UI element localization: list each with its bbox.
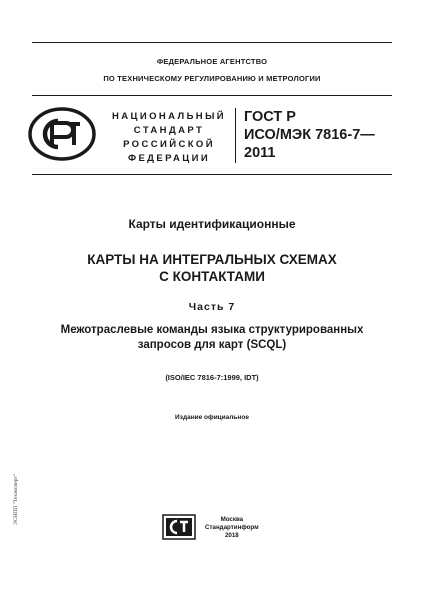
standard-code bbox=[244, 108, 375, 162]
top-rule bbox=[32, 42, 392, 43]
document-subtitle-line-2: запросов для карт (SCQL) bbox=[137, 339, 287, 351]
publisher-city: Москва bbox=[220, 516, 244, 523]
publisher-name: Стандартинформ bbox=[205, 524, 259, 531]
standard-block-bottom-rule bbox=[32, 174, 392, 175]
standard-block-separator bbox=[235, 108, 236, 163]
document-title-line-1: КАРТЫ НА ИНТЕГРАЛЬНЫХ СХЕМАХ bbox=[87, 252, 337, 267]
publisher-info bbox=[205, 516, 259, 540]
standard-block-top-rule bbox=[32, 95, 392, 96]
standartinform-logo-icon bbox=[162, 514, 196, 540]
standard-code-line-1: ГОСТ Р bbox=[244, 109, 296, 125]
standard-code-line-2: ИСО/МЭК 7816-7— bbox=[244, 127, 375, 143]
standard-word-russian: РОССИЙСКОЙ bbox=[123, 139, 215, 150]
standard-word-federation: ФЕДЕРАЦИИ bbox=[127, 153, 211, 164]
document-subtitle-line-1: Межотраслевые команды языка структурированных bbox=[60, 324, 364, 336]
publisher-year: 2018 bbox=[224, 532, 239, 539]
standard-word-national: НАЦИОНАЛЬНЫЙ bbox=[112, 111, 226, 122]
official-edition-label: Издание официальное bbox=[175, 414, 249, 421]
agency-line-2: ПО ТЕХНИЧЕСКОМУ РЕГУЛИРОВАНИЮ И МЕТРОЛОГИИ bbox=[103, 74, 321, 83]
document-category: Карты идентификационные bbox=[128, 217, 296, 231]
standard-word-standard: СТАНДАРТ bbox=[133, 125, 205, 136]
document-title-line-2: С КОНТАКТАМИ bbox=[159, 269, 265, 284]
standard-code-line-3: 2011 bbox=[244, 145, 276, 161]
iso-reference: (ISO/IEC 7816-7:1999, IDT) bbox=[165, 373, 259, 382]
agency-line-1: ФЕДЕРАЛЬНОЕ АГЕНТСТВО bbox=[156, 57, 268, 66]
side-watermark-text: ЭСНПП "Техэксперт" bbox=[13, 473, 19, 525]
gost-r-emblem-icon bbox=[28, 107, 96, 161]
document-part: Часть 7 bbox=[188, 301, 236, 313]
standard-words bbox=[108, 110, 230, 166]
